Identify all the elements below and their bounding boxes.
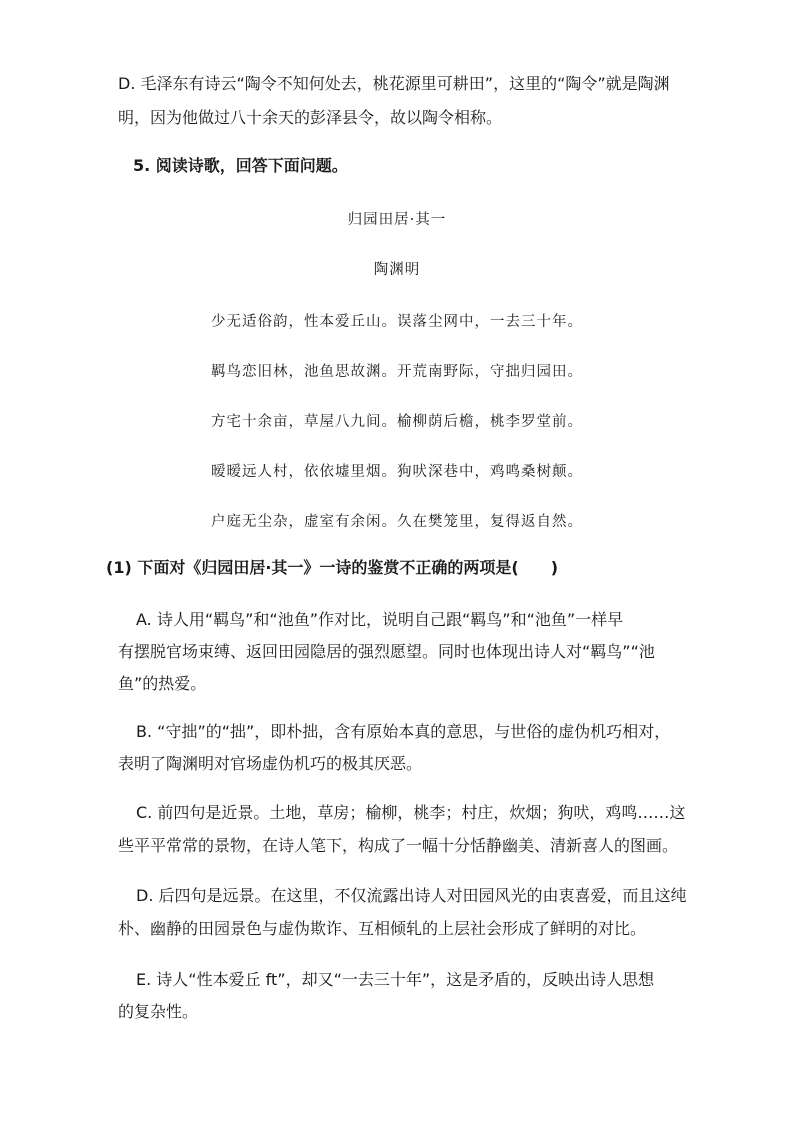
poem-line: 方宅十余亩，草屋八九间。榆柳荫后檐，桃李罗堂前。 (211, 414, 583, 430)
subquestion: (1) 下面对《归园田居·其一》一诗的鉴赏不正确的两项是( ) (106, 558, 559, 577)
option-a-line: A. 诗人用“羁鸟”和“池鱼”作对比，说明自己跟“羁鸟”和“池鱼”一样早 (136, 610, 624, 629)
option-d-line: 朴、幽静的田园景色与虚伪欺诈、互相倾轧的上层社会形成了鲜明的对比。 (118, 919, 647, 938)
poem-line: 户庭无尘杂，虚室有余闲。久在樊笼里，复得返自然。 (211, 514, 583, 530)
option-c-line: 些平平常常的景物，在诗人笔下，构成了一幅十分恬静幽美、清新喜人的图画。 (118, 836, 679, 855)
option-e-line: E. 诗人“性本爱丘 ft”，却又“一去三十年”，这是矛盾的，反映出诗人思想 (136, 970, 655, 989)
option-e-line: 的复杂性。 (118, 1002, 199, 1021)
poem-author: 陶渊明 (373, 262, 421, 278)
option-c-line: C. 前四句是近景。土地，草房；榆柳，桃李；村庄，炊烟；狗吠，鸡鸣……这 (136, 803, 686, 822)
poem-line: 羁鸟恋旧林，池鱼思故渊。开荒南野际，守拙归园田。 (211, 364, 583, 380)
option-b-line: B. “守拙”的“拙”，即朴拙，含有原始本真的意思，与世俗的虚伪机巧相对， (136, 722, 671, 741)
option-d-line: D. 后四句是远景。在这里，不仅流露出诗人对田园风光的由衷喜爱，而且这纯 (136, 886, 687, 905)
prev-option-d-line2: 明，因为他做过八十余天的彭泽县令，故以陶令相称。 (118, 108, 503, 127)
poem-title: 归园田居·其一 (347, 212, 447, 228)
option-a-line: 有摆脱官场束缚、返回田园隐居的强烈愿望。同时也体现出诗人对“羁鸟”“池 (118, 642, 655, 661)
poem-line: 暧暧远人村，依依墟里烟。狗吠深巷中，鸡鸣桑树颠。 (211, 464, 583, 480)
option-a-line: 鱼”的热爱。 (118, 674, 207, 693)
option-b-line: 表明了陶渊明对官场虚伪机巧的极其厌恶。 (118, 754, 423, 773)
poem-line: 少无适俗韵，性本爱丘山。误落尘网中，一去三十年。 (211, 314, 583, 330)
prev-option-d-line1: D. 毛泽东有诗云“陶令不知何处去，桃花源里可耕田”，这里的“陶令”就是陶渊 (118, 74, 670, 93)
question-heading: 5. 阅读诗歌，回答下面问题。 (133, 156, 348, 175)
